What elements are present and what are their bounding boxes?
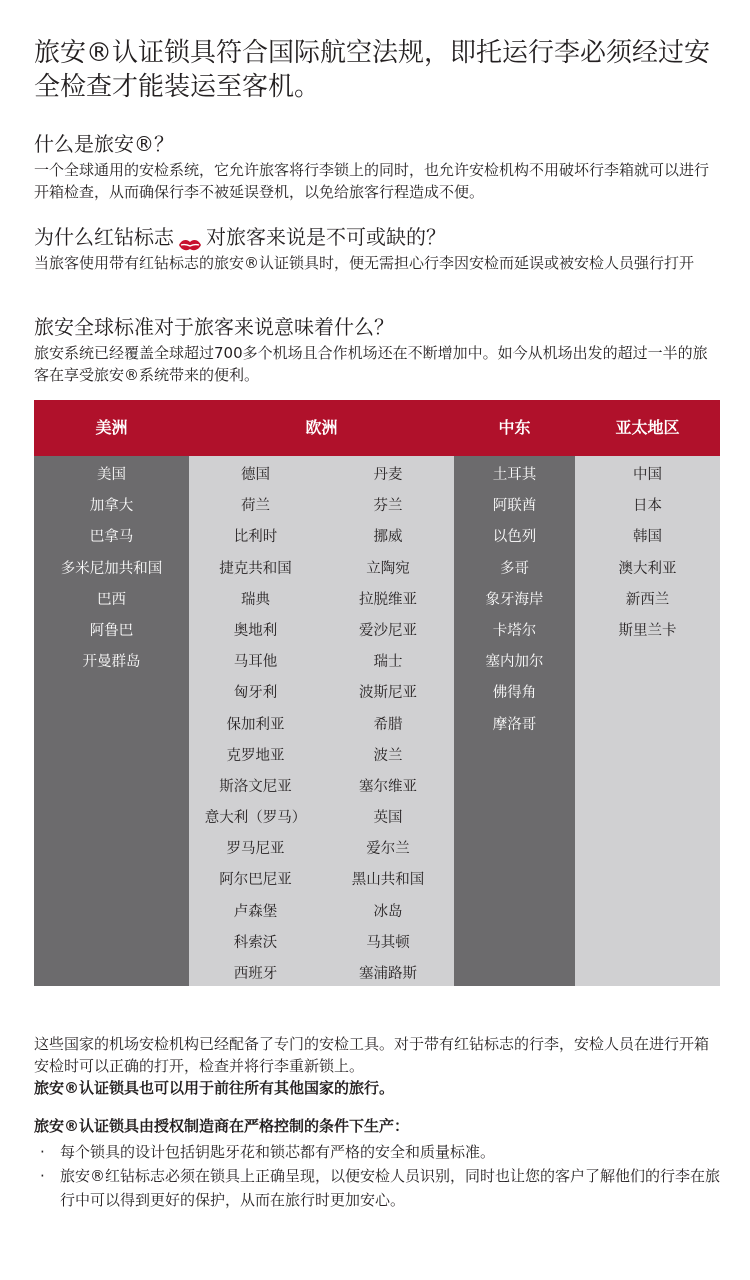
column-americas — [34, 456, 189, 986]
section-heading: 旅安全球标准对于旅客来说意味着什么？ — [34, 315, 394, 339]
country-item: 塞尔维亚 — [359, 778, 417, 795]
country-item: 开曼群岛 — [82, 654, 141, 671]
manufacturing-bullets — [34, 1140, 720, 1212]
section-global-standard — [34, 314, 720, 386]
country-item: 卢森堡 — [233, 903, 278, 920]
country-item: 保加利亚 — [226, 716, 285, 733]
column-asia-pacific — [575, 456, 720, 986]
section-body: 旅安系统已经覆盖全球超过700多个机场且合作机场还在不断增加中。如今从机场出发的超过一半的旅客在享受旅安®系统带来的便利。 — [34, 344, 708, 384]
header-europe: 欧洲 — [305, 418, 338, 437]
country-item: 冰岛 — [373, 903, 403, 920]
section-heading — [34, 224, 720, 250]
country-item: 多哥 — [500, 560, 529, 577]
country-item: 巴拿马 — [89, 529, 134, 546]
country-item: 希腊 — [373, 716, 403, 733]
country-item: 波斯尼亚 — [359, 685, 417, 702]
country-item: 日本 — [633, 498, 662, 515]
header-americas: 美洲 — [95, 418, 128, 437]
country-item: 立陶宛 — [366, 560, 410, 577]
country-item: 加拿大 — [89, 498, 134, 515]
bullet-item — [34, 1164, 720, 1212]
header-asia-pacific: 亚太地区 — [615, 418, 680, 437]
country-list — [575, 460, 720, 647]
country-item: 意大利（罗马） — [204, 810, 307, 827]
section-body: 当旅客使用带有红钻标志的旅安®认证锁具时，便无需担心行李因安检而延误或被安检人员强行打开 — [34, 254, 695, 272]
country-list — [34, 460, 189, 678]
bullet-text: 每个锁具的设计包括钥匙牙花和锁芯都有严格的安全和质量标准。 — [60, 1143, 496, 1161]
country-item: 芬兰 — [373, 498, 403, 515]
manufacturing-section — [34, 1115, 720, 1212]
country-list — [189, 460, 322, 990]
country-item: 丹麦 — [373, 467, 403, 483]
bullet-item — [34, 1140, 720, 1164]
footer-bold-note: 旅安®认证锁具也可以用于前往所有其他国家的旅行。 — [34, 1079, 395, 1097]
country-list — [322, 460, 454, 990]
country-item: 挪威 — [373, 529, 403, 546]
footer-paragraph: 这些国家的机场安检机构已经配备了专门的安检工具。对于带有红钻标志的行李，安检人员在进行开箱安检时可以正确的打开，检查并将行李重新锁上。 — [34, 1035, 710, 1075]
heading-text-before: 为什么红钻标志 — [34, 225, 174, 249]
section-body: 一个全球通用的安检系统，它允许旅客将行李锁上的同时，也允许安检机构不用破坏行李箱就可以进行开箱检查，从而确保行李不被延误登机，以免给旅客行程造成不便。 — [34, 161, 710, 201]
table-header-row — [34, 400, 720, 456]
header-middle-east: 中东 — [498, 418, 531, 437]
country-item: 阿尔巴尼亚 — [219, 872, 292, 889]
country-item: 德国 — [241, 467, 270, 483]
country-item: 斯里兰卡 — [618, 622, 677, 639]
footer-notes — [34, 1033, 720, 1099]
country-item: 韩国 — [633, 529, 662, 546]
country-item: 美国 — [97, 467, 126, 483]
country-item: 澳大利亚 — [618, 560, 677, 577]
section-heading: 什么是旅安®？ — [34, 132, 174, 156]
country-item: 奥地利 — [233, 622, 278, 639]
section-what-is — [34, 131, 720, 203]
bullet-dot: · — [40, 1143, 45, 1161]
country-item: 科索沃 — [233, 934, 278, 951]
country-item: 巴西 — [97, 591, 126, 608]
country-list — [454, 460, 575, 741]
country-item: 阿鲁巴 — [89, 622, 134, 639]
section-why-red-diamond — [34, 224, 720, 274]
country-item: 捷克共和国 — [219, 560, 292, 577]
country-item: 象牙海岸 — [485, 591, 544, 608]
country-item: 中国 — [633, 467, 662, 483]
country-item: 土耳其 — [492, 467, 537, 483]
country-item: 阿联酋 — [492, 498, 537, 515]
heading-text-after: 对旅客来说是不可或缺的？ — [206, 225, 446, 249]
country-item: 黑山共和国 — [351, 872, 425, 889]
country-item: 拉脱维亚 — [359, 591, 417, 608]
column-europe-right — [322, 456, 454, 986]
country-item: 马耳他 — [233, 654, 278, 671]
lead-paragraph: 旅安®认证锁具符合国际航空法规，即托运行李必须经过安全检查才能装运至客机。 — [34, 38, 711, 102]
manufacturing-heading: 旅安®认证锁具由授权制造商在严格控制的条件下生产： — [34, 1117, 410, 1135]
country-item: 卡塔尔 — [492, 622, 537, 639]
bullet-dot: · — [40, 1167, 45, 1185]
country-item: 匈牙利 — [233, 685, 278, 702]
bullet-text: 旅安®红钻标志必须在锁具上正确呈现，以便安检人员识别，同时也让您的客户了解他们的行李在旅行中可以得到更好的保护，从而在旅行时更加安心。 — [60, 1167, 721, 1209]
country-item: 斯洛文尼亚 — [219, 778, 292, 795]
country-item: 塞浦路斯 — [359, 966, 417, 982]
country-item: 新西兰 — [625, 591, 670, 608]
country-item: 爱沙尼亚 — [359, 622, 417, 639]
country-item: 爱尔兰 — [366, 841, 410, 858]
country-item: 罗马尼亚 — [226, 841, 285, 858]
airport-country-table — [34, 400, 720, 986]
country-item: 西班牙 — [233, 966, 278, 982]
country-item: 英国 — [373, 810, 403, 827]
country-item: 以色列 — [492, 529, 537, 546]
country-item: 摩洛哥 — [492, 716, 537, 733]
country-item: 塞内加尔 — [485, 654, 544, 671]
column-middle-east — [454, 456, 575, 986]
red-diamond-lips-logo-icon — [178, 232, 202, 246]
country-item: 佛得角 — [492, 685, 537, 702]
country-item: 比利时 — [233, 529, 278, 546]
country-item: 瑞典 — [241, 591, 270, 608]
country-item: 荷兰 — [241, 498, 270, 515]
column-europe-left — [189, 456, 322, 986]
country-item: 马其顿 — [366, 934, 410, 951]
country-item: 克罗地亚 — [226, 747, 285, 764]
country-item: 瑞士 — [373, 654, 403, 671]
country-item: 波兰 — [373, 747, 403, 764]
country-item: 多米尼加共和国 — [60, 560, 163, 577]
